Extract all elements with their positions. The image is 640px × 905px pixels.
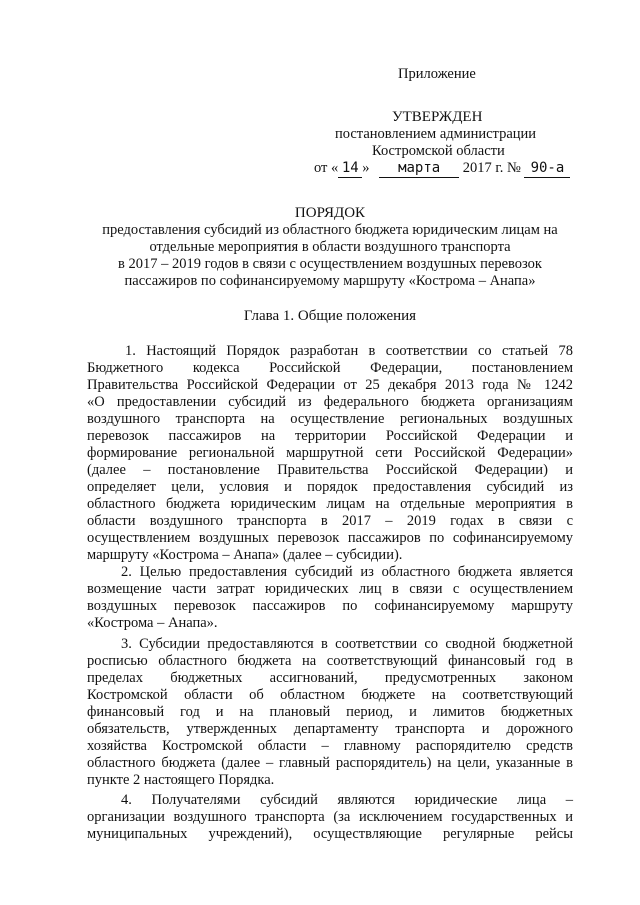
chapter-heading: Глава 1. Общие положения: [243, 308, 417, 324]
body-line: определяет цели, условия и порядок предоставления субсидий из: [87, 479, 573, 495]
body-line: росписью областного бюджета на соответствующий финансовый год в: [87, 653, 573, 669]
body-line: обязательств, утвержденных департаменту транспорта и дорожного: [87, 721, 573, 737]
body-line: воздушного транспорта на осуществление региональных воздушных: [87, 411, 573, 427]
approved-label: УТВЕРЖДЕН: [392, 109, 483, 125]
date-year: 2017 г. №: [462, 160, 521, 176]
body-line: перевозок пассажиров на территории Российской Федерации и: [87, 428, 573, 444]
document-title: ПОРЯДОК: [294, 205, 366, 221]
date-mid: »: [362, 160, 370, 176]
body-line: формирование региональной маршрутной сети Российской Федерации»: [87, 445, 573, 461]
body-line: 3. Субсидии предоставляются в соответствии со сводной бюджетной: [121, 636, 573, 652]
body-line: Бюджетного кодекса Российской Федерации, постановлением: [87, 360, 573, 376]
body-line: «Кострома – Анапа».: [87, 615, 218, 631]
body-line: (далее – постановление Правительства Российской Федерации) и: [87, 462, 573, 478]
date-prefix: от «: [314, 160, 339, 176]
body-line: Костромской области об областном бюджете на соответствующий: [87, 687, 573, 703]
title-line-1: предоставления субсидий из областного бюджета юридическим лицам на: [102, 222, 558, 238]
body-line: муниципальных учреждений), осуществляющие регулярные рейсы: [87, 826, 573, 842]
body-line: областного бюджета юридическим лицам на отдельные мероприятия в: [87, 496, 573, 512]
body-line: организации воздушного транспорта (за исключением государственных и: [87, 809, 573, 825]
date-month: марта: [379, 160, 459, 178]
appendix-label: Приложение: [398, 66, 476, 82]
body-line: воздушных перевозок пассажиров по софинансируемому маршруту: [87, 598, 573, 614]
body-line: областного бюджета (далее – главный распорядитель) на цели, указанные в: [87, 755, 573, 771]
body-line: пределах бюджетных ассигнований, предусмотренных законом: [87, 670, 573, 686]
body-line: 1. Настоящий Порядок разработан в соответствии со статьей 78: [125, 343, 573, 359]
body-line: 2. Целью предоставления субсидий из областного бюджета является: [121, 564, 573, 580]
body-line: маршруту «Кострома – Анапа» (далее – субсидии).: [87, 547, 403, 563]
body-line: области воздушного транспорта в 2017 – 2019 годах в связи с: [87, 513, 573, 529]
decree-number: 90-а: [524, 160, 570, 178]
body-line: пункте 2 настоящего Порядка.: [87, 772, 275, 788]
body-line: финансовый год и на плановый период, и лимитов бюджетных: [87, 704, 573, 720]
body-line: 4. Получателями субсидий являются юридические лица –: [121, 792, 573, 808]
body-line: хозяйства Костромской области – главному распорядителю средств: [87, 738, 573, 754]
body-line: «О предоставлении субсидий из федерального бюджета организациям: [87, 394, 573, 410]
decree-date-line: [314, 160, 570, 178]
title-line-3: в 2017 – 2019 годов в связи с осуществлением воздушных перевозок: [118, 256, 542, 272]
title-line-4: пассажиров по софинансируемому маршруту «Кострома – Анапа»: [124, 273, 536, 289]
title-line-2: отдельные мероприятия в области воздушного транспорта: [149, 239, 511, 255]
body-line: возмещение части затрат юридических лиц в связи с осуществлением: [87, 581, 573, 597]
body-line: Правительства Российской Федерации от 25 декабря 2013 года № 1242: [87, 377, 573, 393]
date-day: 14: [338, 160, 362, 178]
body-line: осуществлением воздушных перевозок пассажиров по софинансируемому: [87, 530, 573, 546]
decree-line-1: постановлением администрации: [335, 126, 537, 142]
decree-line-2: Костромской области: [372, 143, 505, 159]
